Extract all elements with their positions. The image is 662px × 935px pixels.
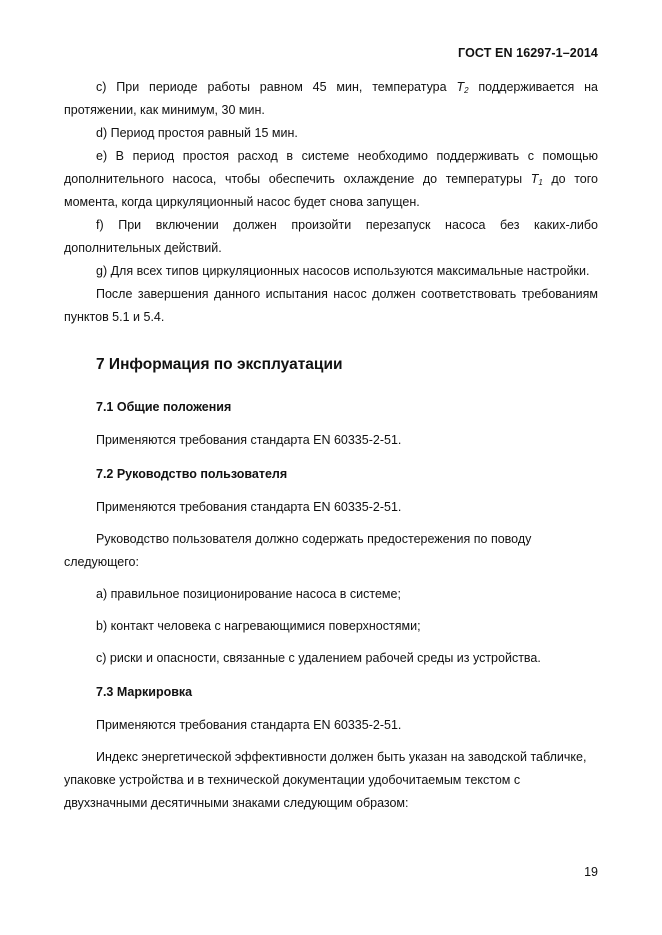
section-7-heading: 7 Информация по эксплуатации bbox=[96, 356, 343, 373]
user-guide-warnings-intro: Руководство пользователя должно содержать предостережения по поводу следующего: bbox=[64, 532, 532, 569]
item-c-text-end: поддерживается на протяжении, как минимум, 30 мин. bbox=[64, 80, 598, 117]
item-c-text-start: c) При периоде работы равном 45 мин, температура bbox=[96, 80, 457, 94]
item-d: d) Период простоя равный 15 мин. bbox=[96, 126, 298, 140]
temperature-t2-letter: T bbox=[456, 80, 465, 94]
section-7-1-heading: 7.1 Общие положения bbox=[96, 400, 232, 414]
document-body bbox=[64, 76, 598, 815]
item-e bbox=[64, 145, 598, 214]
section-7-2-heading: 7.2 Руководство пользователя bbox=[96, 467, 288, 481]
item-c bbox=[64, 76, 598, 122]
section-7-2-text: Применяются требования стандарта EN 60335-2-51. bbox=[96, 500, 402, 514]
temperature-symbol-t2 bbox=[456, 80, 468, 94]
section-7-1-text: Применяются требования стандарта EN 60335-2-51. bbox=[96, 433, 402, 447]
warning-list-item: c) риски и опасности, связанные с удалением рабочей среды из устройства. bbox=[96, 651, 541, 665]
item-g: g) Для всех типов циркуляционных насосов используются максимальные настройки. bbox=[96, 264, 590, 278]
temperature-t2-subscript: 2 bbox=[464, 86, 469, 95]
temperature-symbol-t1 bbox=[531, 172, 543, 186]
warning-list-item: a) правильное позиционирование насоса в системе; bbox=[96, 587, 401, 601]
document-code-header: ГОСТ EN 16297-1–2014 bbox=[458, 46, 598, 60]
test-completion-paragraph: После завершения данного испытания насос должен соответствовать требованиям пунктов 5.1 и 5.4. bbox=[64, 287, 598, 324]
section-7-3-text: Применяются требования стандарта EN 60335-2-51. bbox=[96, 718, 402, 732]
section-7-3-heading: 7.3 Маркировка bbox=[96, 685, 193, 699]
item-e-text-start: e) В период простоя расход в системе необходимо поддерживать с помощью дополнительного насоса, чтобы обеспечить охлаждение до температуры bbox=[64, 149, 598, 186]
item-e-text-end: до того момента, когда циркуляционный насос будет снова запущен. bbox=[64, 172, 598, 209]
temperature-t1-letter: T bbox=[530, 172, 539, 186]
temperature-t1-subscript: 1 bbox=[538, 178, 543, 187]
warning-list-item: b) контакт человека с нагревающимися поверхностями; bbox=[96, 619, 421, 633]
energy-index-paragraph: Индекс энергетической эффективности должен быть указан на заводской табличке, упаковке устройства и в технической документации удобочитаемым текстом с двухзначными десятичными знаками следующим образом: bbox=[64, 750, 587, 810]
page-number: 19 bbox=[584, 865, 598, 879]
item-f: f) При включении должен произойти перезапуск насоса без каких-либо дополнительных действий. bbox=[64, 218, 598, 255]
